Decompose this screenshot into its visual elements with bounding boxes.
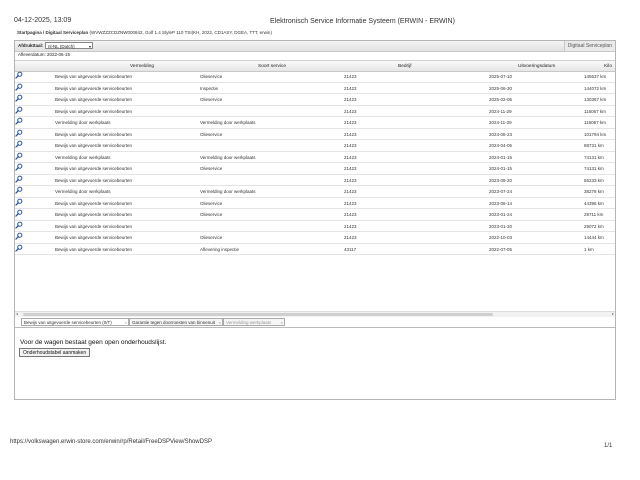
magnifier-icon[interactable]	[15, 106, 23, 114]
cell-uitvoeringsdatum: 2022-07-05	[489, 246, 513, 252]
tab-label: Garantie tegen doorroesten van binnenuit	[132, 320, 216, 325]
magnifier-icon[interactable]	[15, 221, 23, 229]
cell-uitvoeringsdatum: 2024-04-05	[489, 143, 513, 148]
cell-kilometerstand: 74131 km	[584, 154, 604, 160]
col-header-soort-service[interactable]: Soort service	[258, 64, 286, 69]
cell-uitvoeringsdatum: 2024-11-29	[489, 120, 512, 125]
cell-bedrijf: 21423	[344, 177, 357, 183]
cell-soort-service: Aflevering inspectie	[200, 246, 240, 252]
cell-kilometerstand: 88731 km	[584, 143, 604, 148]
cell-bedrijf: 21423	[344, 212, 357, 217]
cell-uitvoeringsdatum: 2024-01-15	[489, 166, 513, 171]
cell-soort-service: Olieservice	[200, 131, 223, 137]
page-number: 1/1	[604, 443, 613, 449]
cell-uitvoeringsdatum: 2023-01-20	[489, 223, 513, 229]
cell-bedrijf: 21423	[344, 154, 357, 160]
print-language-value: nl-NL (Dutch)	[48, 44, 75, 49]
cell-uitvoeringsdatum: 2023-09-20	[489, 177, 513, 183]
table-row[interactable]	[15, 198, 615, 210]
table-row[interactable]	[15, 129, 615, 141]
cell-vermelding: Bewijs van uitgevoerde servicebeurten	[55, 223, 133, 229]
breadcrumb	[17, 30, 272, 35]
cell-bedrijf: 21423	[344, 108, 357, 114]
cell-vermelding: Vermelding door werkplaats	[55, 154, 111, 160]
cell-vermelding: Bewijs van uitgevoerde servicebeurten	[55, 108, 133, 114]
cell-kilometerstand: 74131 km	[584, 166, 604, 171]
service-plan-frame	[14, 40, 616, 400]
table-row[interactable]	[15, 106, 615, 118]
cell-vermelding: Bewijs van uitgevoerde servicebeurten	[55, 85, 133, 91]
delivery-date: Afleverdatum: 2022-06-15	[18, 52, 71, 57]
cell-soort-service: Vermelding door werkplaats	[200, 189, 256, 194]
magnifier-icon[interactable]	[15, 198, 23, 206]
cell-kilometerstand: 29711 km	[584, 212, 604, 217]
cell-vermelding: Bewijs van uitgevoerde servicebeurten	[55, 177, 133, 183]
cell-soort-service: Vermelding door werkplaats	[200, 120, 256, 125]
tab-label: Bewijs van uitgevoerde servicebeurten (0/T)	[24, 320, 112, 325]
cell-soort-service: Olieservice	[200, 97, 223, 102]
cell-bedrijf: 43117	[344, 246, 357, 252]
cell-uitvoeringsdatum: 2025-07-10	[489, 74, 513, 79]
cell-soort-service: Olieservice	[200, 166, 223, 171]
magnifier-icon[interactable]	[15, 71, 23, 79]
table-row[interactable]	[15, 152, 615, 164]
tab-garantie[interactable]	[129, 318, 223, 326]
cell-vermelding: Bewijs van uitgevoerde servicebeurten	[55, 212, 133, 217]
table-row[interactable]	[15, 209, 615, 221]
create-maintenance-table-button[interactable]: Onderhoudstabel aanmaken	[19, 348, 90, 357]
cell-bedrijf: 21423	[344, 189, 357, 194]
cell-bedrijf: 21423	[344, 85, 357, 91]
cell-uitvoeringsdatum: 2022-10-03	[489, 235, 513, 240]
magnifier-icon[interactable]	[15, 175, 23, 183]
cell-kilometerstand: 145637 km	[584, 74, 607, 79]
cell-kilometerstand: 44396 km	[584, 200, 604, 206]
breadcrumb-vehicle: (WVWZZZCDZNW000842, Golf 1.4 StyleP 110 TSI(KH, 2022, CD1ASY, DGEA, TTT, erwin)	[89, 30, 272, 35]
tab-digitaal-serviceplan[interactable]: Digitaal Serviceplan	[564, 41, 615, 51]
magnifier-icon[interactable]	[15, 83, 23, 91]
cell-soort-service: Inspectie	[200, 85, 219, 91]
magnifier-icon[interactable]	[15, 129, 23, 137]
table-row[interactable]	[15, 140, 615, 152]
close-icon[interactable]: ×	[218, 320, 221, 325]
print-language-label: Afdrukttaal:	[18, 43, 44, 48]
tab-servicebeurten[interactable]	[21, 318, 129, 326]
cell-bedrijf: 21423	[344, 200, 357, 206]
table-row[interactable]	[15, 163, 615, 175]
col-header-kilometerstand[interactable]: Kilo	[604, 64, 612, 69]
cell-bedrijf: 21423	[344, 166, 357, 171]
cell-bedrijf: 21423	[344, 235, 357, 240]
horizontal-scrollbar[interactable]	[15, 311, 615, 317]
cell-kilometerstand: 1 km	[584, 246, 594, 252]
scroll-left-icon[interactable]: ◂	[16, 311, 19, 316]
chevron-down-icon: ▾	[88, 44, 91, 49]
magnifier-icon[interactable]	[15, 140, 23, 148]
table-row[interactable]	[15, 71, 615, 83]
cell-kilometerstand: 101794 km	[584, 131, 607, 137]
close-icon[interactable]: ×	[124, 320, 127, 325]
cell-bedrijf: 21423	[344, 120, 357, 125]
cell-uitvoeringsdatum: 2023-07-24	[489, 189, 513, 194]
table-row[interactable]	[15, 244, 615, 256]
cell-uitvoeringsdatum: 2023-01-24	[489, 212, 513, 217]
magnifier-icon[interactable]	[15, 152, 23, 160]
cell-kilometerstand: 130367 km	[584, 97, 607, 102]
cell-bedrijf: 21423	[344, 74, 357, 79]
cell-soort-service: Olieservice	[200, 200, 223, 206]
table-row[interactable]	[15, 221, 615, 233]
cell-vermelding: Vermelding door werkplaats	[55, 120, 111, 125]
table-row[interactable]	[15, 83, 615, 95]
cell-bedrijf: 21423	[344, 97, 357, 102]
toolbar	[15, 41, 615, 52]
cell-kilometerstand: 116067 km	[584, 120, 606, 125]
cell-uitvoeringsdatum: 2025-06-30	[489, 85, 513, 91]
cell-soort-service: Vermelding door werkplaats	[200, 154, 256, 160]
magnifier-icon[interactable]	[15, 94, 23, 102]
tab-label: Vermelding werkplaats	[226, 320, 272, 325]
cell-kilometerstand: 29072 km	[584, 223, 604, 229]
cell-bedrijf: 21423	[344, 223, 357, 229]
cell-uitvoeringsdatum: 2024-01-15	[489, 154, 513, 160]
cell-kilometerstand: 55233 km	[584, 177, 604, 183]
cell-vermelding: Bewijs van uitgevoerde servicebeurten	[55, 74, 133, 79]
cell-kilometerstand: 14444 km	[584, 235, 604, 240]
cell-vermelding: Bewijs van uitgevoerde servicebeurten	[55, 131, 133, 137]
cell-vermelding: Bewijs van uitgevoerde servicebeurten	[55, 166, 133, 171]
page-title: Elektronisch Service Informatie Systeem (ERWIN - ERWIN)	[270, 18, 455, 25]
close-icon[interactable]: ×	[280, 320, 283, 325]
footer-url: https://volkswagen.erwin-store.com/erwin/rp/Retail/FreeDSPView/ShowDSP	[10, 439, 212, 445]
table-row[interactable]	[15, 175, 615, 187]
col-header-vermelding[interactable]: Vermelding	[130, 64, 154, 69]
print-datetime: 04-12-2025, 13:09	[14, 17, 72, 24]
magnifier-icon[interactable]	[15, 163, 23, 171]
magnifier-icon[interactable]	[15, 232, 23, 240]
cell-uitvoeringsdatum: 2025-02-06	[489, 97, 513, 102]
cell-soort-service: Olieservice	[200, 74, 223, 79]
tab-vermelding-werkplaats[interactable]	[223, 318, 285, 326]
cell-kilometerstand: 144072 km	[584, 85, 607, 91]
cell-kilometerstand: 116067 km	[584, 108, 606, 114]
cell-vermelding: Bewijs van uitgevoerde servicebeurten	[55, 235, 133, 240]
cell-bedrijf: 21423	[344, 131, 357, 137]
bottom-tabs	[15, 318, 615, 328]
col-header-bedrijf[interactable]: Bedrijf	[398, 64, 412, 69]
magnifier-icon[interactable]	[15, 244, 23, 252]
cell-uitvoeringsdatum: 2024-11-29	[489, 108, 512, 114]
magnifier-icon[interactable]	[15, 186, 23, 194]
cell-uitvoeringsdatum: 2024-08-23	[489, 131, 513, 137]
table-row[interactable]	[15, 94, 615, 106]
cell-vermelding: Bewijs van uitgevoerde servicebeurten	[55, 143, 133, 148]
magnifier-icon[interactable]	[15, 117, 23, 125]
col-header-uitvoeringsdatum[interactable]: Uitvoeringsdatum	[518, 64, 556, 69]
print-language-select[interactable]	[45, 42, 93, 49]
cell-vermelding: Vermelding door werkplaats	[55, 189, 111, 194]
service-table-body	[15, 71, 615, 255]
cell-vermelding: Bewijs van uitgevoerde servicebeurten	[55, 200, 133, 206]
cell-bedrijf: 21423	[344, 143, 357, 148]
cell-uitvoeringsdatum: 2023-06-14	[489, 200, 513, 206]
cell-soort-service: Olieservice	[200, 235, 223, 240]
no-maintenance-list-message: Voor de wagen bestaat geen open onderhoudslijst.	[20, 339, 167, 346]
table-row[interactable]	[15, 232, 615, 244]
magnifier-icon[interactable]	[15, 209, 23, 217]
breadcrumb-path[interactable]: Startpagina / Digitaal Serviceplan	[17, 30, 89, 35]
table-row[interactable]	[15, 117, 615, 129]
table-row[interactable]	[15, 186, 615, 198]
cell-vermelding: Bewijs van uitgevoerde servicebeurten	[55, 246, 133, 252]
scroll-right-icon[interactable]: ▸	[611, 311, 614, 316]
cell-soort-service: Olieservice	[200, 212, 223, 217]
cell-vermelding: Bewijs van uitgevoerde servicebeurten	[55, 97, 133, 102]
cell-kilometerstand: 38278 km	[584, 189, 604, 194]
scrollbar-thumb[interactable]	[23, 313, 493, 316]
